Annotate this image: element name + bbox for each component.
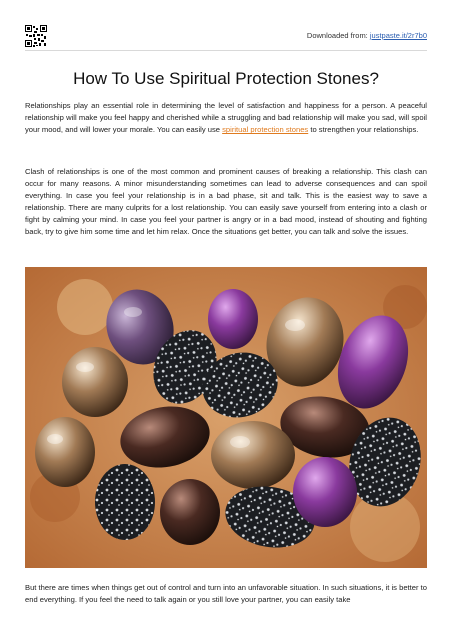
page-title: How To Use Spiritual Protection Stones? (73, 69, 379, 88)
source-label: Downloaded from: (306, 31, 368, 40)
paragraph-1 (25, 100, 427, 136)
paragraph-3: But there are times when things get out of control and turn into an unfavorable situation. In such situations, it is better to end everything. If you feel the need to talk again or you still love your partner, you can easily take (25, 583, 427, 605)
spiritual-stones-link[interactable]: spiritual protection stones (222, 125, 309, 135)
header-divider (25, 50, 427, 51)
source-note (307, 31, 427, 40)
paragraph-1-text-b: to strengthen your relationships. (308, 125, 419, 135)
page-header (25, 25, 427, 51)
source-link[interactable]: justpaste.it/2r7b0 (369, 31, 427, 40)
stones-photo-illustration (25, 267, 427, 568)
qr-code-icon (25, 25, 47, 47)
paragraph-2: Clash of relationships is one of the most common and prominent causes of breaking a relationship. This clash can occur for many reasons. A minor misunderstanding sometimes can lead to adverse consequences and can spoil everything. In case you feel your relationship is in a bad phase, sit and talk. This is the easiest way to save a relationship. There are many culprits for a lost relationship. You can easily save yourself from entering into a clash or fight by calming your mind. In case you feel your partner is angry or in a bad mood, instead of shouting and fighting back, try to give him some time and let him relax. Once the situations get better, you can talk and solve the issues. (25, 167, 427, 237)
stones-photo (25, 267, 427, 568)
paragraph-1-text-a: Relationships play an essential role in determining the level of satisfaction and happiness for a person. A peaceful relationship will make you feel happy and cherished while a struggling and bad relationship will make you sad, will spoil your mood, and will lower your morale. You can easily use (25, 101, 427, 135)
